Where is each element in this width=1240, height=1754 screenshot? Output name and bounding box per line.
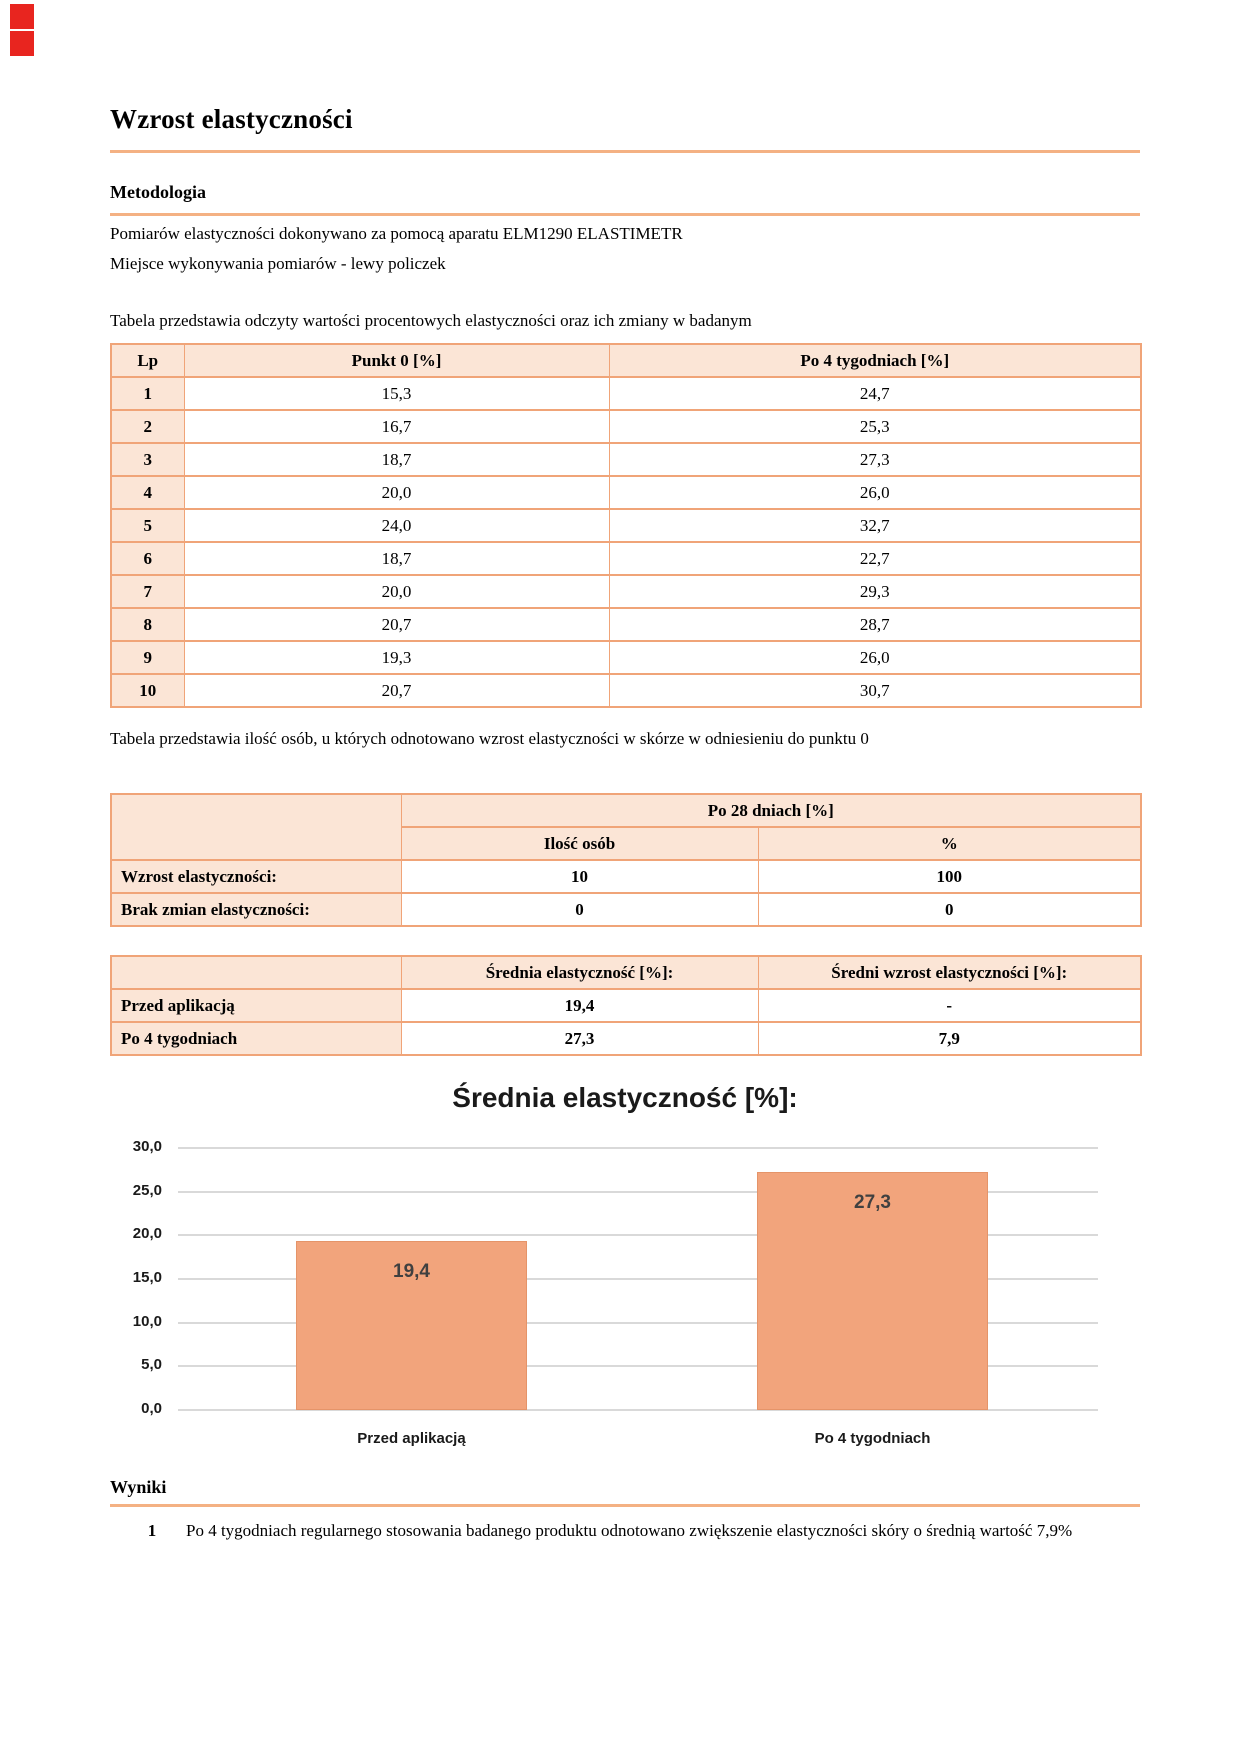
table1-caption: Tabela przedstawia odczyty wartości procentowych elastyczności oraz ich zmiany w badanym — [110, 311, 752, 330]
header-avg-elasticity: Średnia elastyczność [%]: — [401, 956, 758, 989]
row-label: Po 4 tygodniach — [111, 1022, 401, 1055]
table-row — [111, 410, 1141, 443]
y-axis-tick-label: 20,0 — [132, 1225, 162, 1243]
table2-caption: Tabela przedstawia ilość osób, u których odnotowano wzrost elastyczności w skórze w odniesieniu do punktu 0 — [110, 729, 869, 748]
table-row — [111, 1022, 1141, 1055]
chart-title: Średnia elastyczność [%]: — [452, 1082, 798, 1113]
x-axis-category-label: Przed aplikacją — [357, 1430, 466, 1447]
value-cell: 20,7 — [184, 608, 609, 641]
value-cell: 26,0 — [609, 476, 1141, 509]
row-label: Brak zmian elastyczności: — [111, 893, 401, 926]
value-cell: 30,7 — [609, 674, 1141, 707]
empty-corner-cell — [111, 956, 401, 989]
results-rule — [110, 1504, 1140, 1507]
table-row — [111, 608, 1141, 641]
y-axis-tick-label: 0,0 — [141, 1400, 162, 1417]
table-row — [111, 575, 1141, 608]
percent-cell: 100 — [758, 860, 1141, 893]
row-number-cell: 2 — [111, 410, 184, 443]
value-cell: 20,0 — [184, 575, 609, 608]
row-number-cell: 6 — [111, 542, 184, 575]
row-number-cell: 10 — [111, 674, 184, 707]
empty-corner-cell — [111, 794, 401, 860]
red-corner-mark-top — [10, 4, 34, 29]
methodology-line-2: Miejsce wykonywania pomiarów - lewy policzek — [110, 254, 446, 273]
table-header-row — [111, 956, 1141, 989]
value-cell: 25,3 — [609, 410, 1141, 443]
col-header-po4tyg: Po 4 tygodniach [%] — [609, 344, 1141, 377]
table-row — [111, 641, 1141, 674]
value-cell: 26,0 — [609, 641, 1141, 674]
bar-value-label: 19,4 — [393, 1261, 430, 1282]
results-heading: Wyniki — [110, 1477, 167, 1497]
col-header-punkt0: Punkt 0 [%] — [184, 344, 609, 377]
value-cell: 20,7 — [184, 674, 609, 707]
avg-cell: 27,3 — [401, 1022, 758, 1055]
y-axis-tick-label: 5,0 — [141, 1356, 162, 1374]
bar-value-label: 27,3 — [854, 1192, 891, 1213]
col-header-lp: Lp — [111, 344, 184, 377]
table-row — [111, 476, 1141, 509]
red-corner-mark-bottom — [10, 31, 34, 56]
methodology-line-1: Pomiarów elastyczności dokonywano za pomocą aparatu ELM1290 ELASTIMETR — [110, 224, 683, 243]
value-cell: 18,7 — [184, 443, 609, 476]
growth-cell: 7,9 — [758, 1022, 1141, 1055]
value-cell: 16,7 — [184, 410, 609, 443]
table-header-row — [111, 344, 1141, 377]
gridline — [178, 1147, 1098, 1149]
row-number-cell: 1 — [111, 377, 184, 410]
row-label: Wzrost elastyczności: — [111, 860, 401, 893]
measurements-body — [111, 377, 1141, 707]
growth-cell: - — [758, 989, 1141, 1022]
group-header-cell: Po 28 dniach [%] — [401, 794, 1141, 827]
subheader-percent: % — [758, 827, 1141, 860]
value-cell: 29,3 — [609, 575, 1141, 608]
table-row — [111, 893, 1141, 926]
avg-cell: 19,4 — [401, 989, 758, 1022]
table-row — [111, 377, 1141, 410]
result-text: Po 4 tygodniach regularnego stosowania badanego produktu odnotowano zwiększenie elastyczności skóry o średnią wartość 7,9% — [186, 1521, 1073, 1540]
row-label: Przed aplikacją — [111, 989, 401, 1022]
table-row — [111, 674, 1141, 707]
count-cell: 0 — [401, 893, 758, 926]
value-cell: 32,7 — [609, 509, 1141, 542]
value-cell: 28,7 — [609, 608, 1141, 641]
result-item — [110, 1516, 1140, 1546]
table-row — [111, 989, 1141, 1022]
percent-cell: 0 — [758, 893, 1141, 926]
methodology-rule — [110, 213, 1140, 216]
y-axis-tick-label: 30,0 — [132, 1138, 162, 1155]
row-number-cell: 7 — [111, 575, 184, 608]
table-row — [111, 860, 1141, 893]
chart-plot — [110, 1138, 1140, 1447]
subheader-count: Ilość osób — [401, 827, 758, 860]
page-title: Wzrost elastyczności — [110, 104, 353, 134]
table-row — [111, 509, 1141, 542]
value-cell: 24,7 — [609, 377, 1141, 410]
header-avg-growth: Średni wzrost elastyczności [%]: — [758, 956, 1141, 989]
value-cell: 27,3 — [609, 443, 1141, 476]
table-header-row — [111, 794, 1141, 827]
value-cell: 24,0 — [184, 509, 609, 542]
result-number: 1 — [147, 1521, 157, 1540]
row-number-cell: 8 — [111, 608, 184, 641]
value-cell: 15,3 — [184, 377, 609, 410]
y-axis-tick-label: 25,0 — [132, 1181, 162, 1199]
y-axis-tick-label: 15,0 — [132, 1269, 162, 1286]
x-axis-category-label: Po 4 tygodniach — [814, 1430, 931, 1447]
row-number-cell: 3 — [111, 443, 184, 476]
growth-count-table — [110, 793, 1142, 927]
measurements-table — [110, 343, 1142, 708]
table-row — [111, 542, 1141, 575]
value-cell: 19,3 — [184, 641, 609, 674]
value-cell: 18,7 — [184, 542, 609, 575]
row-number-cell: 4 — [111, 476, 184, 509]
value-cell: 20,0 — [184, 476, 609, 509]
table-row — [111, 443, 1141, 476]
row-number-cell: 9 — [111, 641, 184, 674]
row-number-cell: 5 — [111, 509, 184, 542]
methodology-heading: Metodologia — [110, 182, 206, 202]
averages-table — [110, 955, 1142, 1056]
value-cell: 22,7 — [609, 542, 1141, 575]
y-axis-tick-label: 10,0 — [132, 1312, 162, 1330]
count-cell: 10 — [401, 860, 758, 893]
title-rule — [110, 150, 1140, 153]
